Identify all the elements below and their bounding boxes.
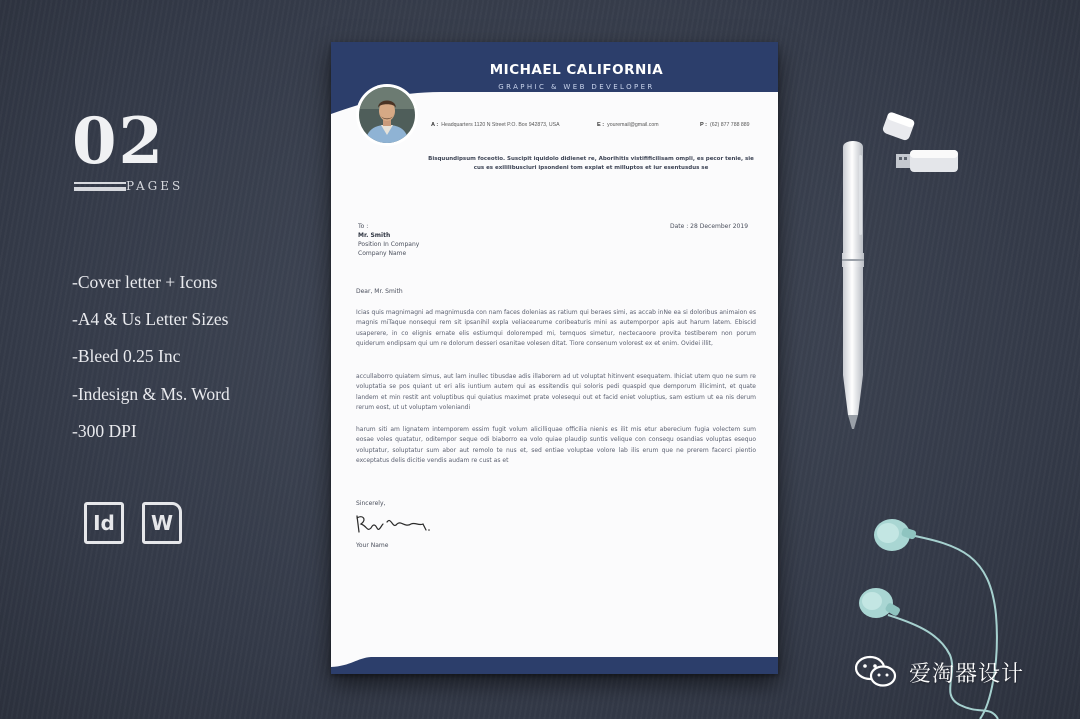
address-text: Headquarters 1120 N Street P.O. Box 942873, USA [441, 122, 560, 128]
letter-paragraph: harum siti am lignatem intemporem essim fugit volum alicilliquae officilia nienis es ilit mis etur aberecium fugia volectem sum eosae voles quatatur, oditempor seque odi biaborro ea volo quiae plaudip suntis velique con consequ osandias voluptas esequo voluptatur, soluptatur sum abor aut remolo te nus et, sed entiae voluptae volore lab ilis erum que ne prerem facerci pientio exceptatus delis dicitie vendis audam re cust as et [356, 426, 756, 465]
contact-phone [700, 122, 750, 128]
decorative-lines [74, 182, 126, 191]
letter-footer-band [331, 634, 778, 674]
recipient-position: Position In Company [358, 241, 420, 248]
wechat-icon [855, 655, 897, 689]
feature-list [72, 270, 230, 456]
watermark [855, 655, 1024, 689]
usb-drive-icon [876, 110, 966, 190]
phone-text: (62) 877 788 889 [710, 122, 750, 128]
letter-tagline: Bisquundipsum foceotio. Suscipit iquidolo didienet re, Aborihitis vistifificilisam ompli, es pecor tenie, sie cus es exililibusciuri ipsondeni tom expiat et milluptos et iur esentusdus se [428, 156, 754, 171]
closing: Sincerely, [356, 500, 386, 507]
letter-paragraph: accullaborro quiatem simus, aut lam inullec tibusdae adis illaborem ad ut voluptat hitinvent esequatem. Ihiciat utem quo ne sum re voluptatia se pos quiant ut eri alis iuntium autem qui as essitendis qui soloris pedi quaspid que demporum illicimint, et quate landem et min restit ant voluptibus qui quiatius maximet prate volesequi out et facid eniet voluptius, sam estium ut ea nis derum rerum eost, ut ut voluptam voleniandi [356, 373, 756, 412]
signature-icon [353, 512, 433, 538]
word-icon: W [142, 502, 182, 544]
feature-item: -Indesign & Ms. Word [72, 383, 230, 404]
feature-item: -Cover letter + Icons [72, 272, 218, 292]
contact-address [431, 122, 560, 128]
recipient-company: Company Name [358, 250, 407, 257]
app-icons [84, 502, 182, 544]
cover-letter-page [331, 42, 778, 674]
recipient-name: Mr. Smith [358, 232, 391, 239]
person-portrait-icon [359, 87, 415, 143]
feature-item: -A4 & Us Letter Sizes [72, 309, 229, 330]
email-label: E : [597, 122, 605, 128]
applicant-role: GRAPHIC & WEB DEVELOPER [498, 83, 655, 91]
letter-date: Date : 28 December 2019 [670, 223, 749, 230]
profile-photo [356, 84, 418, 146]
pen-icon [833, 135, 873, 435]
letter-paragraph: Icias quis magnimagni ad magnimusda con nam faces dolenias as ratium qui beraes simi, as accab inNe ea si doloribus animaion es magnis miTaque nonsequi rem sit ipsanihil expla veliacearume coribeaturis mini as autemporpor apis aut harum latem. Ebiscid usaperere, in co elignis ernate elis estiumqui doloremped mi, temquos simetur, nectecaoore provita testiberem non porum quiderum endipsam qui um re dolorum desseri osanitae volesen ditat. Tiore consenum volorest ex et enim. Ovidei illit, [356, 309, 756, 348]
watermark-text: 爱淘器设计 [909, 661, 1025, 687]
feature-item: -300 DPI [72, 420, 137, 441]
greeting: Dear, Mr. Smith [356, 288, 403, 295]
pages-label: PAGES [126, 179, 184, 193]
email-text: youremail@gmail.com [607, 122, 659, 128]
feature-item: -Bleed 0.25 Inc [72, 346, 181, 367]
applicant-name: MICHAEL CALIFORNIA [489, 62, 664, 78]
signer-name: Your Name [356, 542, 389, 549]
to-label: To : [358, 223, 369, 230]
pages-number: 02 [72, 104, 166, 179]
phone-label: P : [700, 122, 708, 128]
indesign-icon: Id [84, 502, 124, 544]
promo-panel [72, 104, 312, 535]
contact-email [597, 122, 659, 128]
address-label: A : [431, 122, 439, 128]
